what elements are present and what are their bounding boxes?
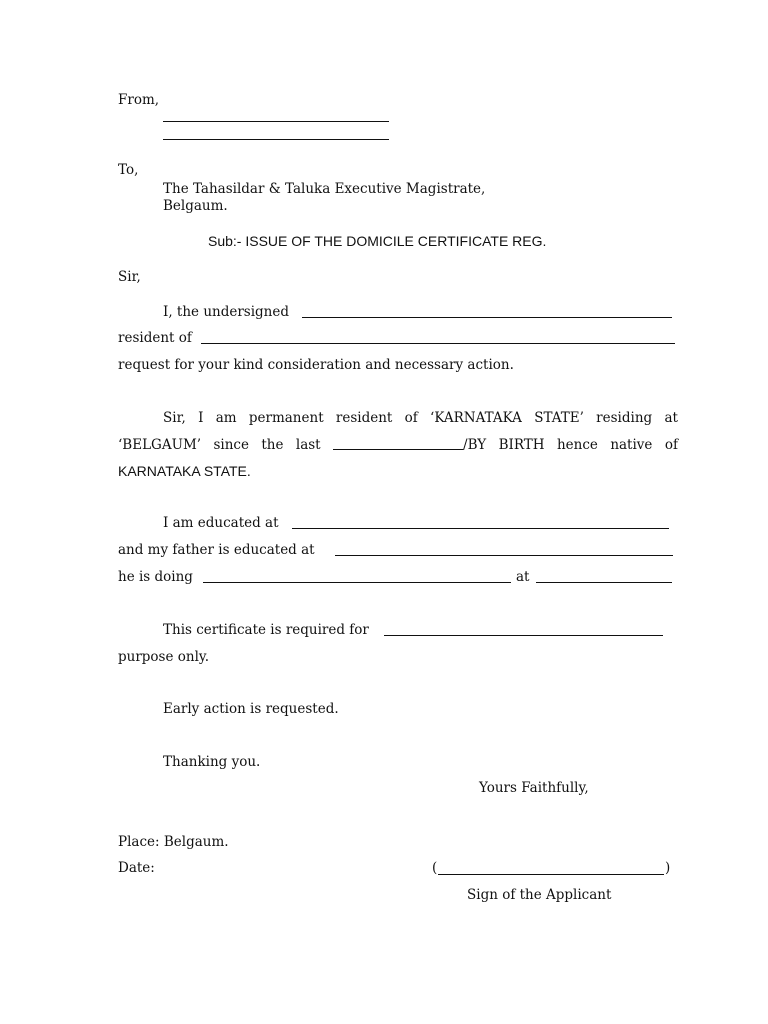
from-label: From, [118, 92, 160, 108]
educated-at-label: I am educated at [163, 515, 279, 531]
subject-line: Sub:- ISSUE OF THE DOMICILE CERTIFICATE REG. [208, 233, 547, 249]
para2-word: STATE’ [534, 410, 584, 426]
birth-word: BIRTH [498, 437, 545, 453]
karnataka-state-text: KARNATAKA STATE. [118, 463, 251, 479]
last-word: last [295, 437, 321, 453]
educated-at-blank[interactable] [292, 528, 669, 529]
native-word: native [610, 437, 653, 453]
applicant-name-blank[interactable] [302, 317, 672, 318]
para2-word: at [664, 410, 678, 426]
para2-word: permanent [248, 410, 324, 426]
required-for-label: This certificate is required for [163, 622, 369, 638]
yours-faithfully: Yours Faithfully, [479, 780, 589, 796]
permanent-resident-line [118, 410, 678, 426]
father-educated-blank[interactable] [335, 555, 673, 556]
thanking-text: Thanking you. [163, 754, 261, 770]
para2-word: residing [596, 410, 653, 426]
early-action-text: Early action is requested. [163, 701, 339, 717]
occupation-place-blank[interactable] [536, 582, 672, 583]
sign-of-applicant-label: Sign of the Applicant [467, 887, 612, 903]
since-word: since [213, 437, 249, 453]
father-educated-label: and my father is educated at [118, 542, 315, 558]
he-is-doing-label: he is doing [118, 569, 193, 585]
request-text: request for your kind consideration and necessary action. [118, 357, 514, 373]
hence-word: hence [556, 437, 598, 453]
purpose-blank[interactable] [384, 635, 663, 636]
addressee-line-2: Belgaum. [163, 198, 228, 214]
to-label: To, [118, 162, 139, 178]
sign-open-paren: ( [432, 860, 438, 876]
salutation: Sir, [118, 269, 141, 285]
para2-word: of [404, 410, 418, 426]
belgaum-since-line [118, 437, 678, 453]
by-word: /BY [463, 437, 487, 453]
signature-blank[interactable] [438, 874, 664, 875]
from-blank-line-2[interactable] [163, 139, 389, 140]
addressee-line-1: The Tahasildar & Taluka Executive Magistrate, [163, 181, 486, 197]
undersigned-label: I, the undersigned [163, 304, 290, 320]
occupation-blank[interactable] [203, 582, 511, 583]
of-word: of [664, 437, 678, 453]
para2-word: resident [335, 410, 393, 426]
belgaum-word: ‘BELGAUM’ [118, 437, 202, 453]
para2-word: am [215, 410, 237, 426]
date-label: Date: [118, 860, 155, 876]
para2-word: ‘KARNATAKA [430, 410, 522, 426]
para2-word: I [198, 410, 204, 426]
from-blank-line-1[interactable] [163, 121, 389, 122]
resident-of-blank[interactable] [201, 343, 675, 344]
duration-group [333, 437, 486, 453]
at-label: at [516, 569, 530, 585]
resident-of-label: resident of [118, 330, 192, 346]
sign-close-paren: ) [665, 860, 671, 876]
purpose-only-text: purpose only. [118, 649, 210, 665]
place-text: Place: Belgaum. [118, 834, 229, 850]
para2-word: Sir, [163, 410, 186, 426]
the-word: the [261, 437, 284, 453]
duration-blank[interactable] [333, 437, 463, 450]
